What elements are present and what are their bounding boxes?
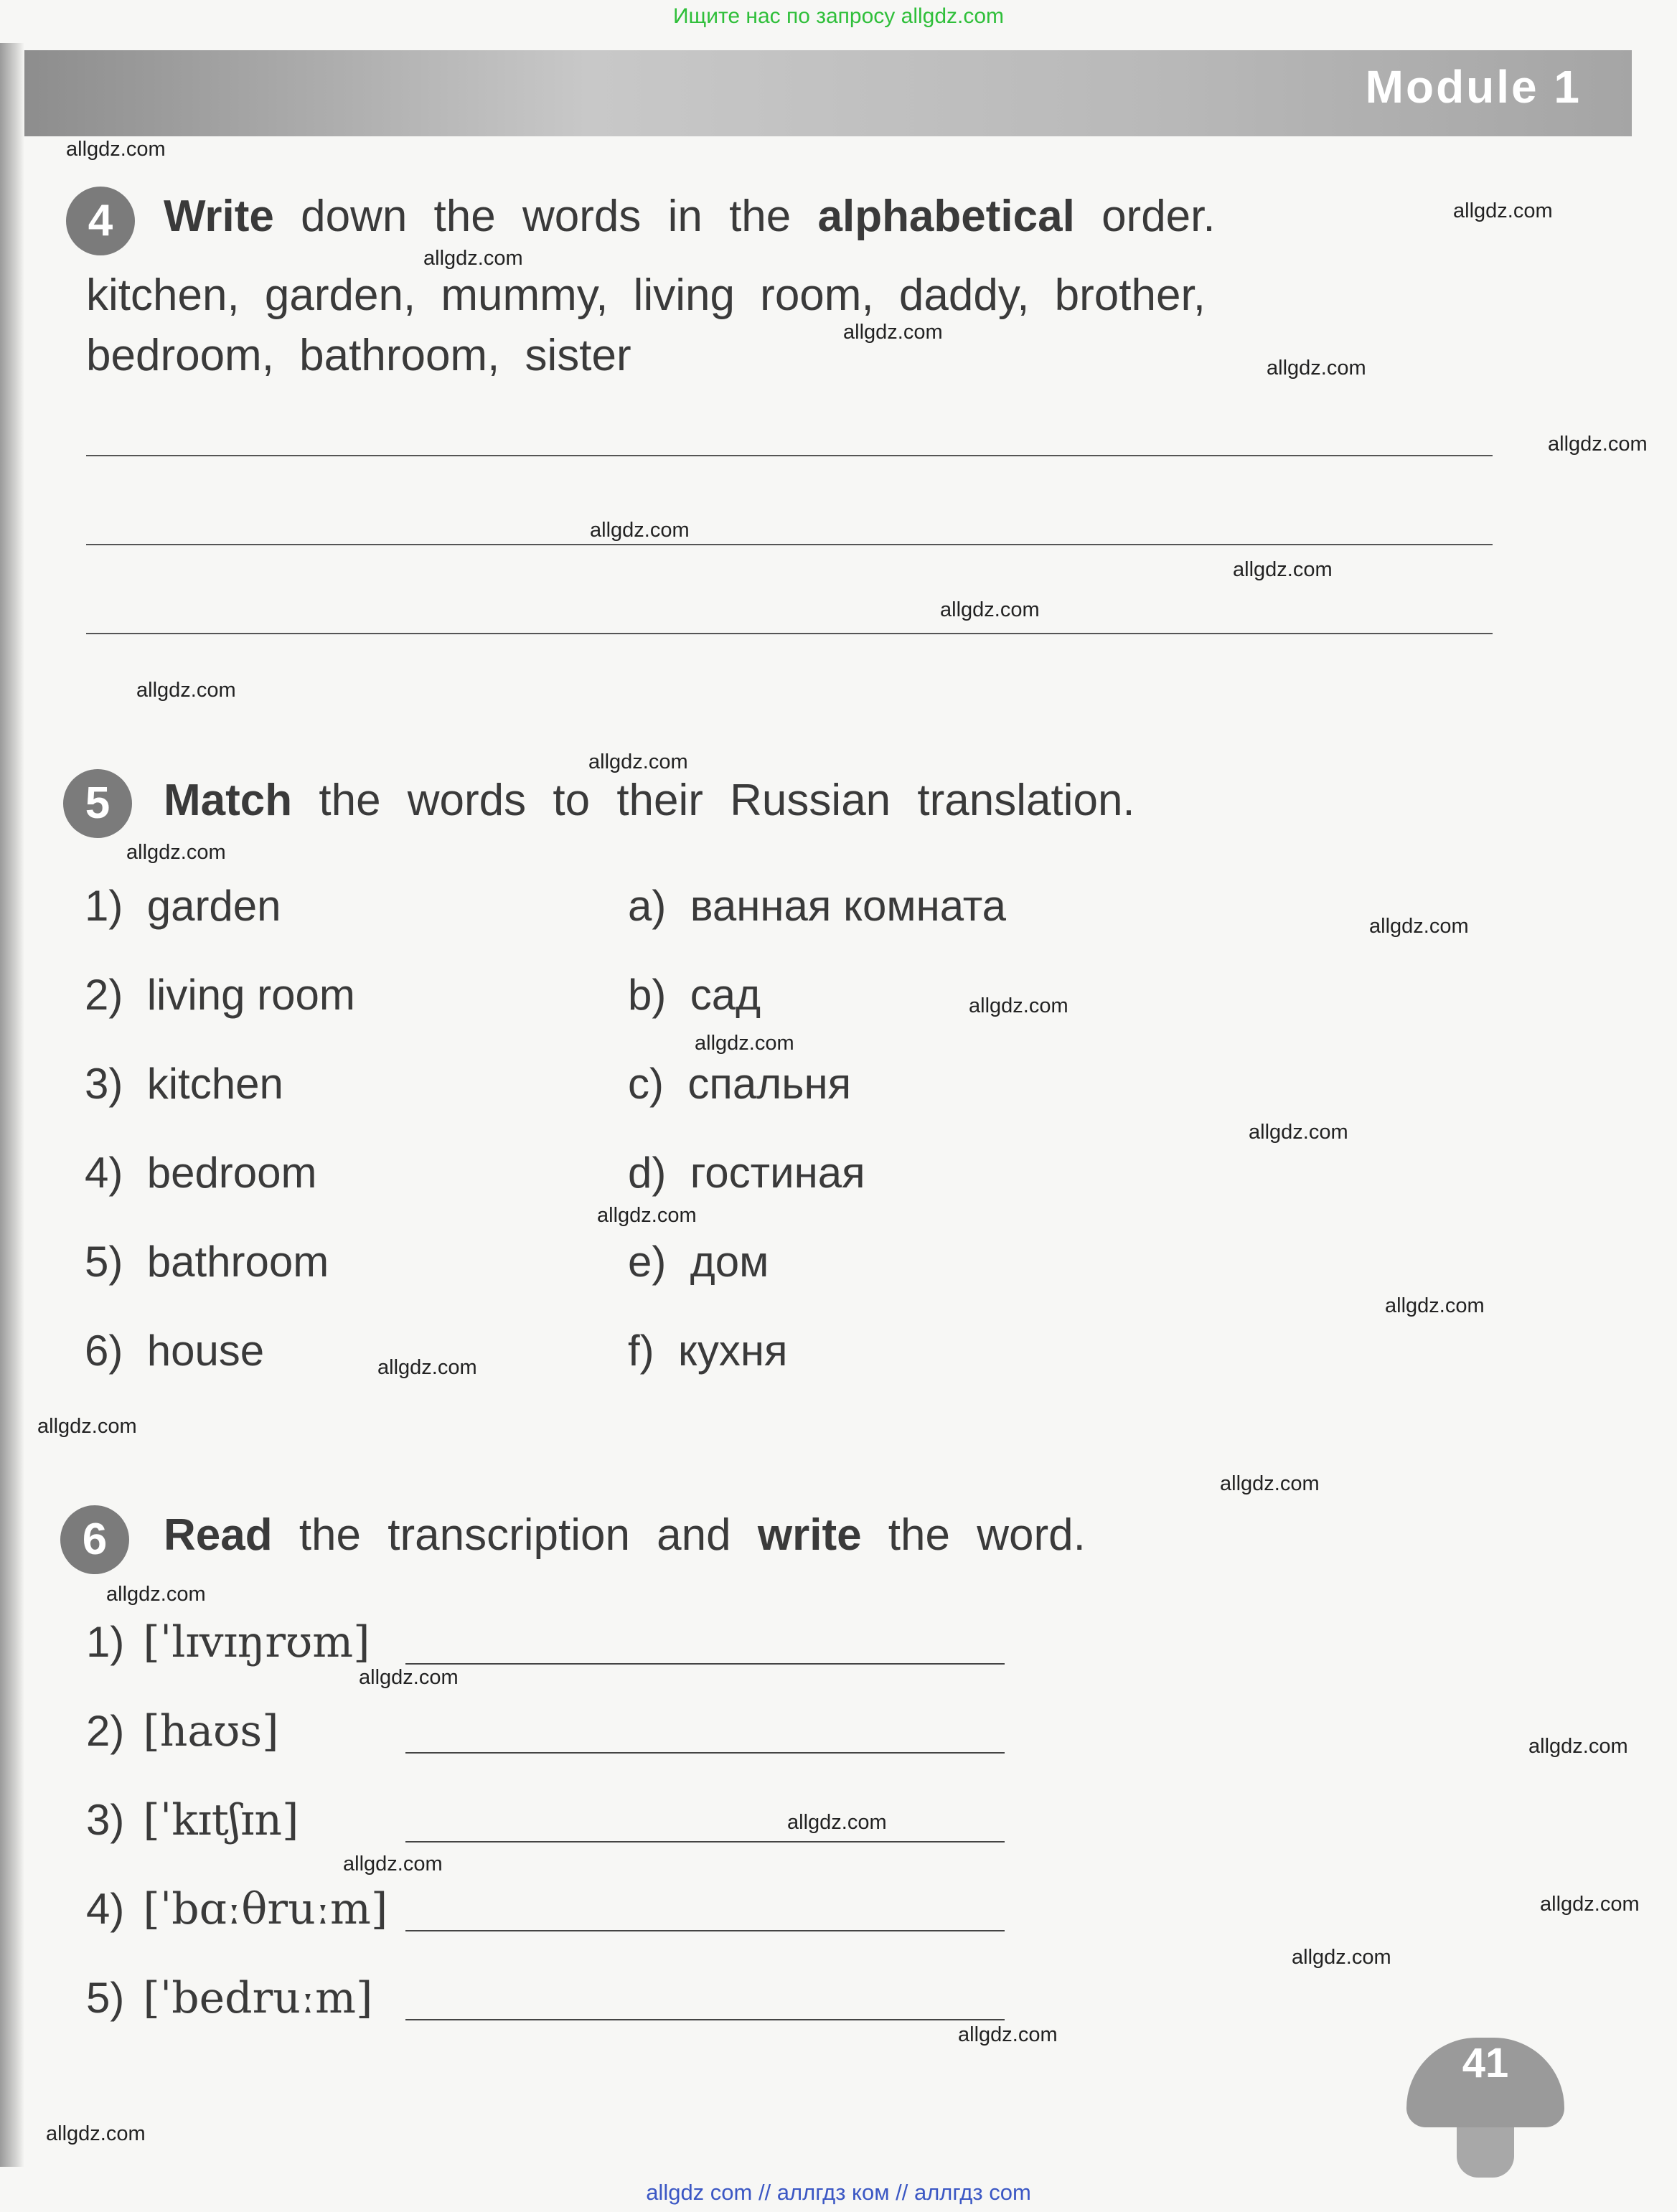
exercise-5-number: 5 <box>63 769 132 838</box>
match-right-item[interactable]: f) кухня <box>628 1327 788 1375</box>
match-right-item[interactable]: e) дом <box>628 1238 769 1286</box>
transcription-item: 4) [ˈbɑːθruːm] <box>86 1884 388 1934</box>
watermark: allgdz.com <box>597 1204 697 1227</box>
watermark: allgdz.com <box>423 247 523 270</box>
watermark: allgdz.com <box>588 750 688 773</box>
transcription-answer-line-1[interactable] <box>405 1663 1005 1665</box>
answer-line-3[interactable] <box>86 633 1493 634</box>
match-right-item[interactable]: a) ванная комната <box>628 882 1006 930</box>
watermark: allgdz.com <box>136 679 236 702</box>
transcription-answer-line-5[interactable] <box>405 2019 1005 2020</box>
watermark: allgdz.com <box>1548 433 1648 456</box>
watermark: allgdz.com <box>106 1583 206 1606</box>
watermark: allgdz.com <box>1528 1735 1628 1758</box>
exercise-6-heading: Read the transcription and write the word. <box>164 1510 1086 1560</box>
match-left-item[interactable]: 6) house <box>85 1327 265 1375</box>
transcription-item: 3) [ˈkɪtʃɪn] <box>86 1795 299 1845</box>
watermark: allgdz.com <box>1385 1294 1485 1317</box>
watermark: allgdz.com <box>377 1356 477 1379</box>
module-title: Module 1 <box>1365 61 1582 113</box>
watermark: allgdz.com <box>1540 1893 1640 1916</box>
match-right-item[interactable]: c) спальня <box>628 1060 852 1108</box>
match-left-item[interactable]: 2) living room <box>85 971 355 1019</box>
module-banner <box>24 50 1632 136</box>
transcription-answer-line-2[interactable] <box>405 1752 1005 1754</box>
match-right-item[interactable]: b) сад <box>628 971 761 1019</box>
watermark: allgdz.com <box>359 1666 459 1689</box>
watermark: allgdz.com <box>695 1032 794 1055</box>
top-search-note: Ищите нас по запросу allgdz.com <box>672 4 1005 28</box>
watermark: allgdz.com <box>787 1811 887 1834</box>
transcription-item: 5) [ˈbedruːm] <box>86 1973 373 2023</box>
page-number: 41 <box>1462 2040 1509 2086</box>
watermark: allgdz.com <box>46 2122 146 2145</box>
exercise-4-word-list-line-1: kitchen, garden, mummy, living room, daddy, brother, <box>86 270 1206 320</box>
match-left-item[interactable]: 1) garden <box>85 882 281 930</box>
match-left-item[interactable]: 3) kitchen <box>85 1060 283 1108</box>
watermark: allgdz.com <box>1220 1472 1320 1495</box>
page-binding-shadow <box>0 43 24 2167</box>
exercise-4-keyword-alphabetical: alphabetical <box>817 192 1075 241</box>
watermark: allgdz.com <box>843 321 943 344</box>
mushroom-stem-decoration <box>1457 2120 1514 2178</box>
match-right-item[interactable]: d) гостиная <box>628 1149 865 1197</box>
watermark: allgdz.com <box>1233 558 1333 581</box>
transcription-answer-line-4[interactable] <box>405 1930 1005 1931</box>
watermark: allgdz.com <box>1292 1946 1391 1969</box>
watermark: allgdz.com <box>958 2023 1058 2046</box>
exercise-6-keyword-write: write <box>757 1510 862 1560</box>
watermark: allgdz.com <box>37 1415 137 1438</box>
exercise-5-keyword-match: Match <box>164 776 293 825</box>
transcription-answer-line-3[interactable] <box>405 1841 1005 1842</box>
watermark: allgdz.com <box>66 138 166 161</box>
exercise-4-word-list-line-2: bedroom, bathroom, sister <box>86 331 631 380</box>
answer-line-1[interactable] <box>86 455 1493 456</box>
exercise-6-keyword-read: Read <box>164 1510 273 1560</box>
watermark: allgdz.com <box>126 841 226 864</box>
exercise-5-heading: Match the words to their Russian translation. <box>164 776 1135 825</box>
exercise-6-number: 6 <box>60 1505 129 1574</box>
watermark: allgdz.com <box>1453 199 1553 222</box>
exercise-4-heading: Write down the words in the alphabetical order. <box>164 192 1216 241</box>
transcription-item: 1) [ˈlɪvɪŋrʊm] <box>86 1617 370 1667</box>
bottom-search-note: allgdz com // аллгдз ком // аллгдз com <box>646 2180 1031 2205</box>
watermark: allgdz.com <box>969 994 1068 1017</box>
transcription-item: 2) [haʊs] <box>86 1706 279 1756</box>
match-left-item[interactable]: 5) bathroom <box>85 1238 329 1286</box>
watermark: allgdz.com <box>343 1853 443 1876</box>
watermark: allgdz.com <box>590 519 690 542</box>
watermark: allgdz.com <box>940 598 1040 621</box>
watermark: allgdz.com <box>1267 357 1366 380</box>
answer-line-2[interactable] <box>86 544 1493 545</box>
exercise-4-number: 4 <box>66 187 135 255</box>
watermark: allgdz.com <box>1369 915 1469 938</box>
match-left-item[interactable]: 4) bedroom <box>85 1149 317 1197</box>
exercise-4-keyword-write: Write <box>164 192 274 241</box>
watermark: allgdz.com <box>1249 1121 1348 1144</box>
